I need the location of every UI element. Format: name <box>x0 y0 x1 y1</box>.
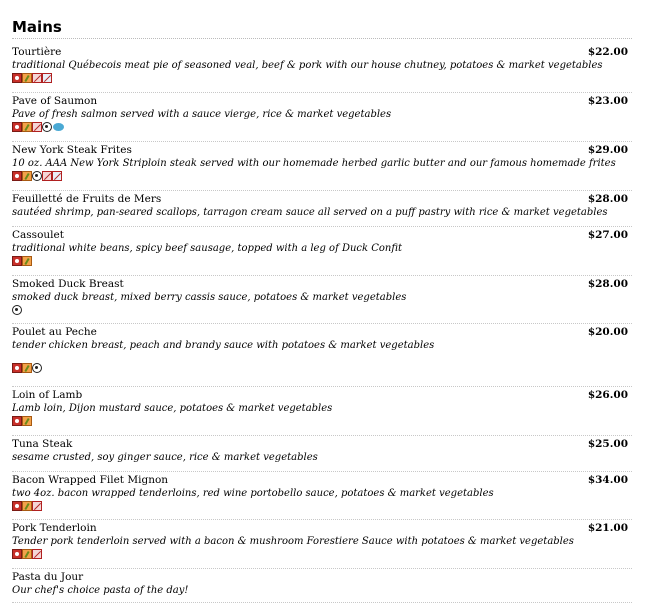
item-description: Lamb loin, Dijon mustard sauce, potatoes & market vegetables <box>12 403 333 414</box>
dietary-icons <box>12 256 632 266</box>
item-price: $26.00 <box>587 389 628 401</box>
item-description: 10 oz. AAA New York Striploin steak served with our homemade herbed garlic butter and our famous homemade frites <box>12 158 616 169</box>
no-dairy-icon <box>52 171 62 181</box>
item-name: New York Steak Frites <box>12 144 132 156</box>
item-name: Cassoulet <box>12 229 64 241</box>
dietary-icons <box>12 73 632 83</box>
carrot-icon <box>22 122 32 132</box>
menu-item <box>12 193 632 227</box>
dietary-icons <box>12 305 632 315</box>
meat-icon <box>12 363 22 373</box>
circle-icon <box>42 122 52 132</box>
item-description: smoked duck breast, mixed berry cassis sauce, potatoes & market vegetables <box>12 292 407 303</box>
item-price: $28.00 <box>587 278 628 290</box>
dietary-icons <box>12 549 632 559</box>
meat-icon <box>12 171 22 181</box>
item-name: Poulet au Peche <box>12 326 97 338</box>
item-description: traditional white beans, spicy beef sausage, topped with a leg of Duck Confit <box>12 243 403 254</box>
item-name: Tuna Steak <box>12 438 73 450</box>
item-name: Tourtière <box>12 46 62 58</box>
item-price: $34.00 <box>587 474 628 486</box>
no-gluten-icon <box>32 73 42 83</box>
menu-item <box>12 144 632 191</box>
no-gluten-icon <box>42 171 52 181</box>
menu-item <box>12 95 632 142</box>
meat-icon <box>12 501 22 511</box>
carrot-icon <box>22 549 32 559</box>
item-name: Pasta du Jour <box>12 571 84 583</box>
menu-item <box>12 438 632 472</box>
meat-icon <box>12 549 22 559</box>
item-price: $25.00 <box>587 438 628 450</box>
carrot-icon <box>22 501 32 511</box>
item-name: Pave of Saumon <box>12 95 98 107</box>
item-name: Feuilletté de Fruits de Mers <box>12 193 162 205</box>
meat-icon <box>12 256 22 266</box>
carrot-icon <box>22 73 32 83</box>
carrot-icon <box>22 171 32 181</box>
item-name: Pork Tenderloin <box>12 522 97 534</box>
section-title: Mains <box>12 18 62 36</box>
menu-item <box>12 522 632 569</box>
dietary-icons <box>12 363 632 373</box>
meat-icon <box>12 122 22 132</box>
carrot-icon <box>22 256 32 266</box>
menu-item <box>12 571 632 603</box>
carrot-icon <box>22 416 32 426</box>
meat-icon <box>12 416 22 426</box>
item-name: Smoked Duck Breast <box>12 278 124 290</box>
no-gluten-icon <box>32 122 42 132</box>
item-price: $20.00 <box>587 326 628 338</box>
circle-icon <box>32 171 42 181</box>
divider <box>12 38 632 39</box>
no-gluten-icon <box>32 549 42 559</box>
menu-item <box>12 46 632 93</box>
menu-item <box>12 389 632 436</box>
dietary-icons <box>12 501 632 511</box>
meat-icon <box>12 73 22 83</box>
item-name: Loin of Lamb <box>12 389 83 401</box>
item-name: Bacon Wrapped Filet Mignon <box>12 474 169 486</box>
no-dairy-icon <box>42 73 52 83</box>
item-price: $21.00 <box>587 522 628 534</box>
item-description: Tender pork tenderloin served with a bacon & mushroom Forestiere Sauce with potatoes & market vegetables <box>12 536 574 547</box>
carrot-icon <box>22 363 32 373</box>
item-price: $23.00 <box>587 95 628 107</box>
no-gluten-icon <box>32 501 42 511</box>
fish-icon <box>53 123 64 131</box>
item-description: Our chef's choice pasta of the day! <box>12 585 189 596</box>
circle-icon <box>12 305 22 315</box>
item-description: sesame crusted, soy ginger sauce, rice & market vegetables <box>12 452 318 463</box>
item-description: traditional Québecois meat pie of seasoned veal, beef & pork with our house chutney, potatoes & market vegetables <box>12 60 603 71</box>
dietary-icons <box>12 171 632 181</box>
dietary-icons <box>12 416 632 426</box>
item-price: $29.00 <box>587 144 628 156</box>
menu-item <box>12 229 632 276</box>
menu-item <box>12 326 632 387</box>
item-price: $28.00 <box>587 193 628 205</box>
item-description: tender chicken breast, peach and brandy sauce with potatoes & market vegetables <box>12 340 435 351</box>
dietary-icons <box>12 122 632 132</box>
circle-icon <box>32 363 42 373</box>
menu-item <box>12 278 632 324</box>
item-description: sautéed shrimp, pan-seared scallops, tarragon cream sauce all served on a puff pastry with rice & market vegetables <box>12 207 608 218</box>
item-price: $22.00 <box>587 46 628 58</box>
menu-item <box>12 474 632 520</box>
item-description: Pave of fresh salmon served with a sauce vierge, rice & market vegetables <box>12 109 392 120</box>
item-price: $27.00 <box>587 229 628 241</box>
item-description: two 4oz. bacon wrapped tenderloins, red wine portobello sauce, potatoes & market vegetables <box>12 488 494 499</box>
